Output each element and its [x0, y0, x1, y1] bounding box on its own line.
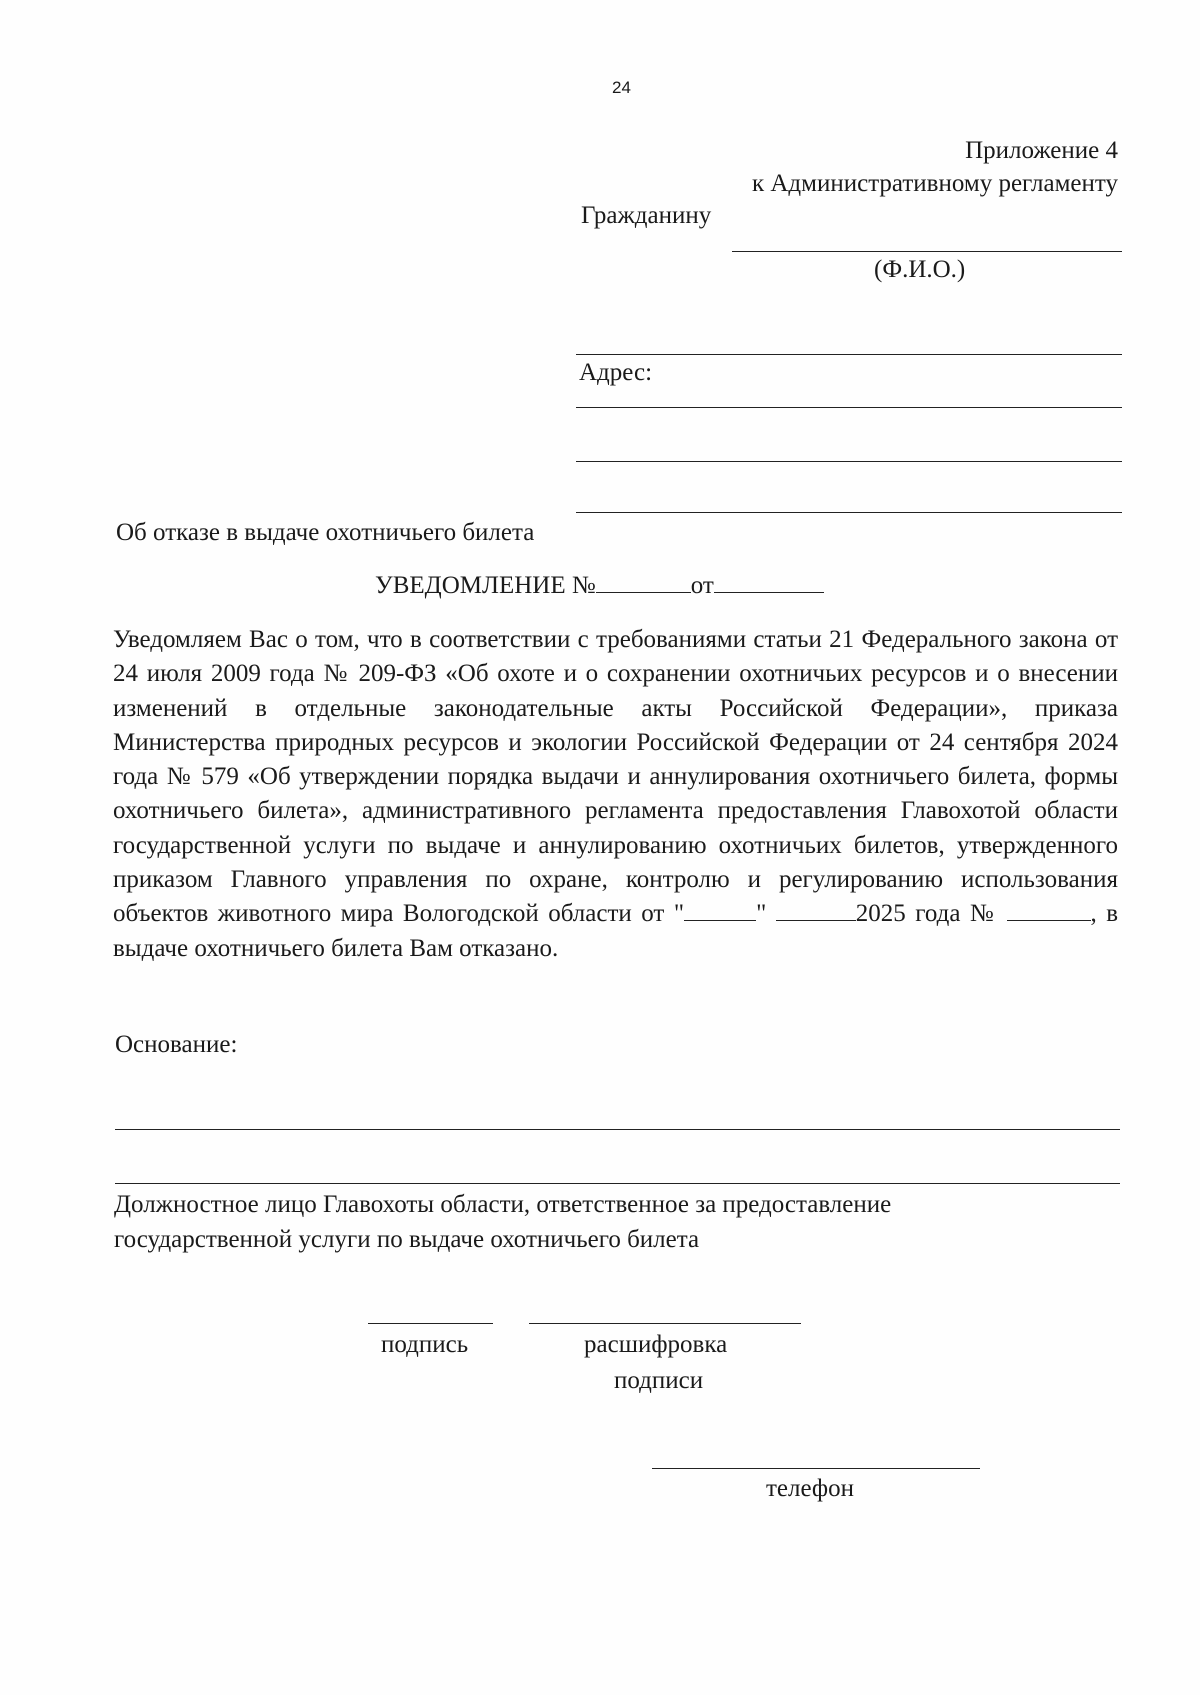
signature-decode-label: расшифровка [584, 1331, 728, 1358]
recipient-label: Гражданину [581, 202, 712, 229]
basis-line-2 [115, 1183, 1120, 1184]
order-month-blank [776, 898, 856, 921]
page-number: 24 [612, 78, 631, 97]
signature-decode-line [529, 1323, 801, 1324]
fio-line [732, 251, 1122, 252]
order-number-blank [1007, 898, 1091, 921]
date-close-quote: " [756, 900, 767, 928]
basis-label: Основание: [115, 1031, 238, 1058]
recipient-line [576, 354, 1122, 355]
address-line-2 [576, 461, 1122, 462]
address-line-3 [576, 512, 1122, 513]
notice-body [113, 623, 1118, 966]
phone-label: телефон [766, 1475, 854, 1502]
basis-line-1 [115, 1129, 1120, 1130]
notice-title [375, 570, 824, 601]
body-ending: , в выдаче охотничьего билета Вам отказано. [113, 900, 1119, 962]
appendix-title: Приложение 4 [965, 137, 1118, 164]
notice-number-blank [596, 570, 691, 593]
order-day-blank [684, 898, 756, 921]
appendix-subtitle: к Административному регламенту [751, 170, 1118, 197]
fio-caption: (Ф.И.О.) [874, 256, 966, 283]
signature-decode-label-2: подписи [614, 1367, 704, 1394]
address-label: Адрес: [579, 359, 653, 386]
signature-line [368, 1323, 493, 1324]
notice-title-text: УВЕДОМЛЕНИЕ № [375, 572, 596, 599]
notice-from-word: от [690, 572, 714, 599]
official-line-2: государственной услуги по выдаче охотничьего билета [114, 1226, 700, 1253]
notice-date-blank [714, 570, 824, 593]
phone-line [652, 1468, 980, 1469]
body-main-text: Уведомляем Вас о том, что в соответствии с требованиями статьи 21 Федерального закона от 24 июля 2009 года № 209-ФЗ «Об охоте и о сохранении охотничьих ресурсов и о внесении изменений в отдельные законодательные акты Российской Федерации», приказа Министерства природных ресурсов и экологии Российской Федерации от 24 сентября 2024 года № 579 «Об утверждении порядка выдачи и аннулирования охотничьего билета, формы охотничьего билета», административного регламента предоставления Главохотой области государственной услуги по выдаче и аннулированию охотничьих билетов, утвержденного приказом Главного управления по охране, контролю и регулированию использования объектов животного мира Вологодской области от [113, 626, 1118, 928]
official-line-1: Должностное лицо Главохоты области, ответственное за предоставление [114, 1191, 892, 1218]
subject-line: Об отказе в выдаче охотничьего билета [116, 519, 535, 546]
date-open-quote: " [673, 900, 685, 928]
order-year-text: 2025 года № [855, 900, 998, 928]
signature-label: подпись [381, 1331, 469, 1358]
address-line-1 [576, 407, 1122, 408]
